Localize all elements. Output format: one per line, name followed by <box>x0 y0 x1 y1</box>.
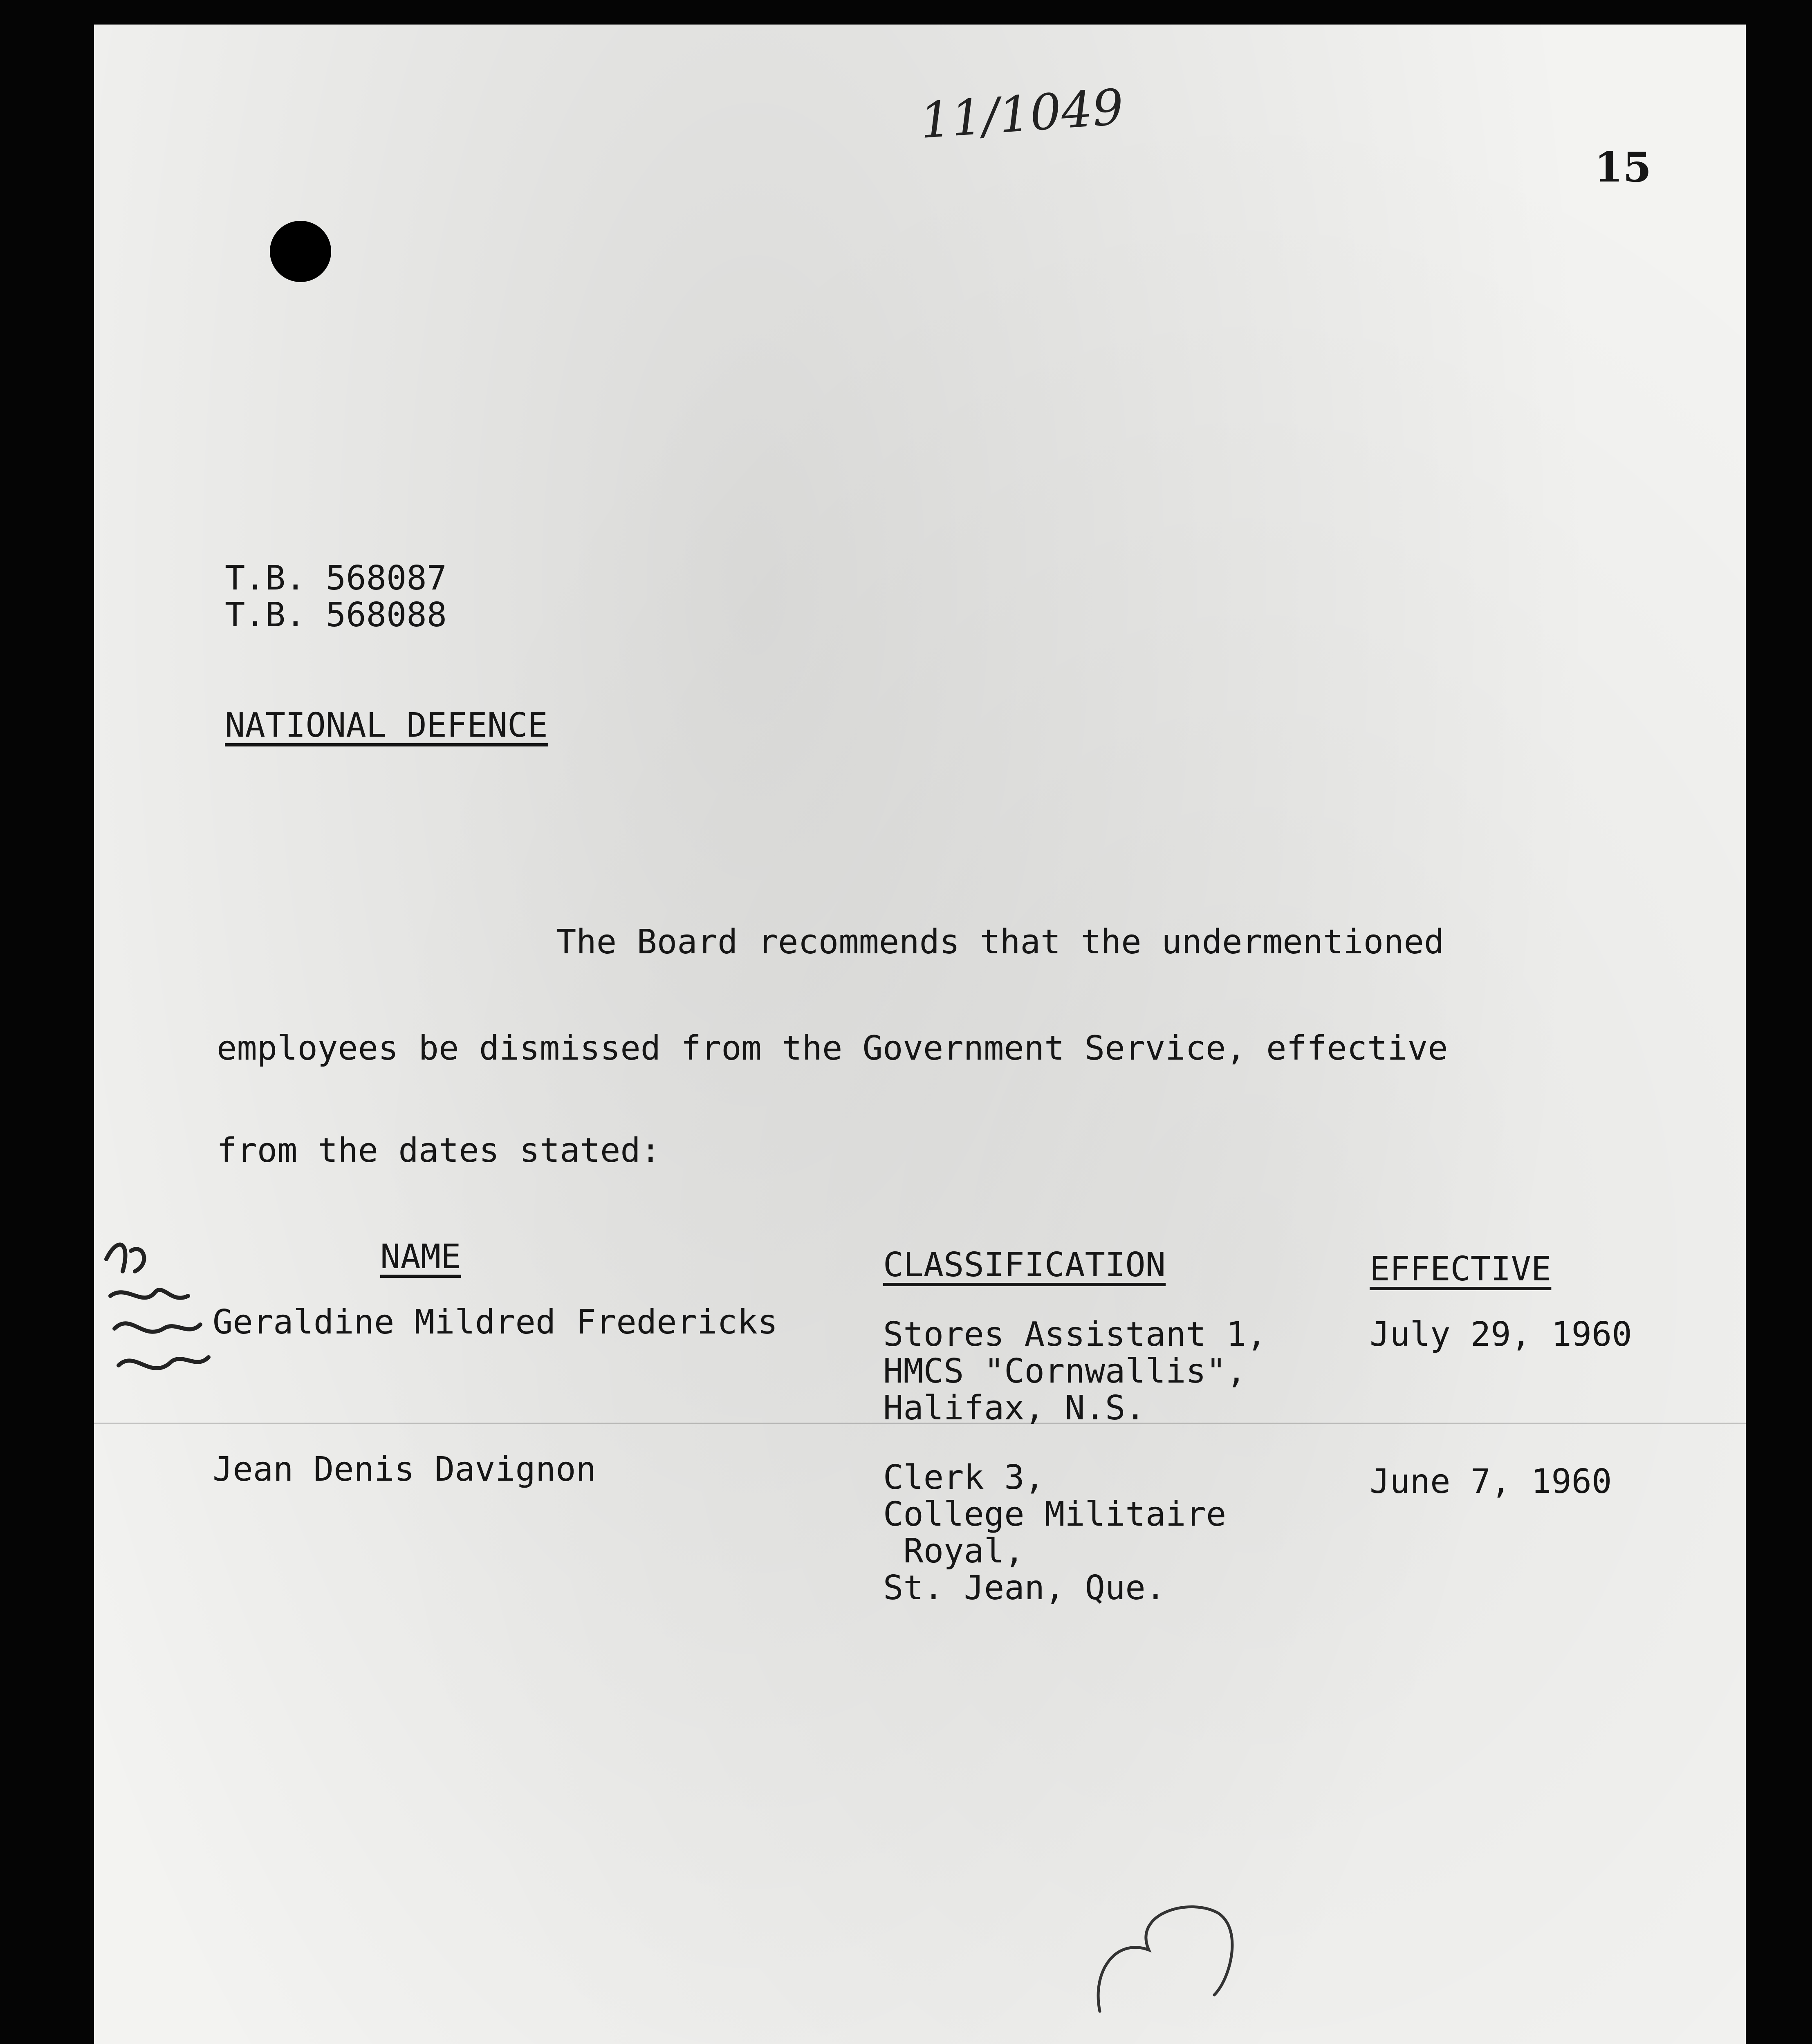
row-2-classification-2: College Militaire <box>883 1495 1227 1534</box>
column-header-effective: EFFECTIVE <box>1370 1250 1552 1289</box>
fold-line <box>94 1423 1746 1424</box>
row-1-effective: July 29, 1960 <box>1370 1315 1632 1354</box>
department-heading: NATIONAL DEFENCE <box>225 706 548 745</box>
row-2-effective: June 7, 1960 <box>1370 1462 1612 1501</box>
row-1-classification-3: Halifax, N.S. <box>883 1389 1146 1428</box>
row-2-classification-3: Royal, <box>883 1532 1025 1571</box>
tb-reference-1: T.B. 568087 <box>225 559 447 598</box>
row-2-classification-1: Clerk 3, <box>883 1458 1045 1497</box>
body-line-2: employees be dismissed from the Government Service, effective <box>217 1029 1448 1068</box>
row-2-classification-4: St. Jean, Que. <box>883 1569 1166 1607</box>
tb-reference-2: T.B. 568088 <box>225 596 447 634</box>
row-1-classification-1: Stores Assistant 1, <box>883 1315 1267 1354</box>
handwritten-margin-note <box>94 1226 217 1398</box>
pencil-loop-mark <box>1083 1889 1255 2028</box>
body-line-1: The Board recommends that the undermentioned <box>556 923 1444 961</box>
row-2-name: Jean Denis Davignon <box>213 1450 596 1489</box>
column-header-classification: CLASSIFICATION <box>883 1246 1166 1284</box>
row-1-classification-2: HMCS "Cornwallis", <box>883 1352 1247 1391</box>
body-line-3: from the dates stated: <box>217 1131 661 1170</box>
page-number: 15 <box>1594 143 1652 191</box>
column-header-name: NAME <box>380 1237 461 1276</box>
row-1-name: Geraldine Mildred Fredericks <box>213 1303 778 1342</box>
punch-hole <box>270 221 331 282</box>
handwritten-reference: 11/1049 <box>918 78 1126 150</box>
document-page <box>94 25 1746 2044</box>
